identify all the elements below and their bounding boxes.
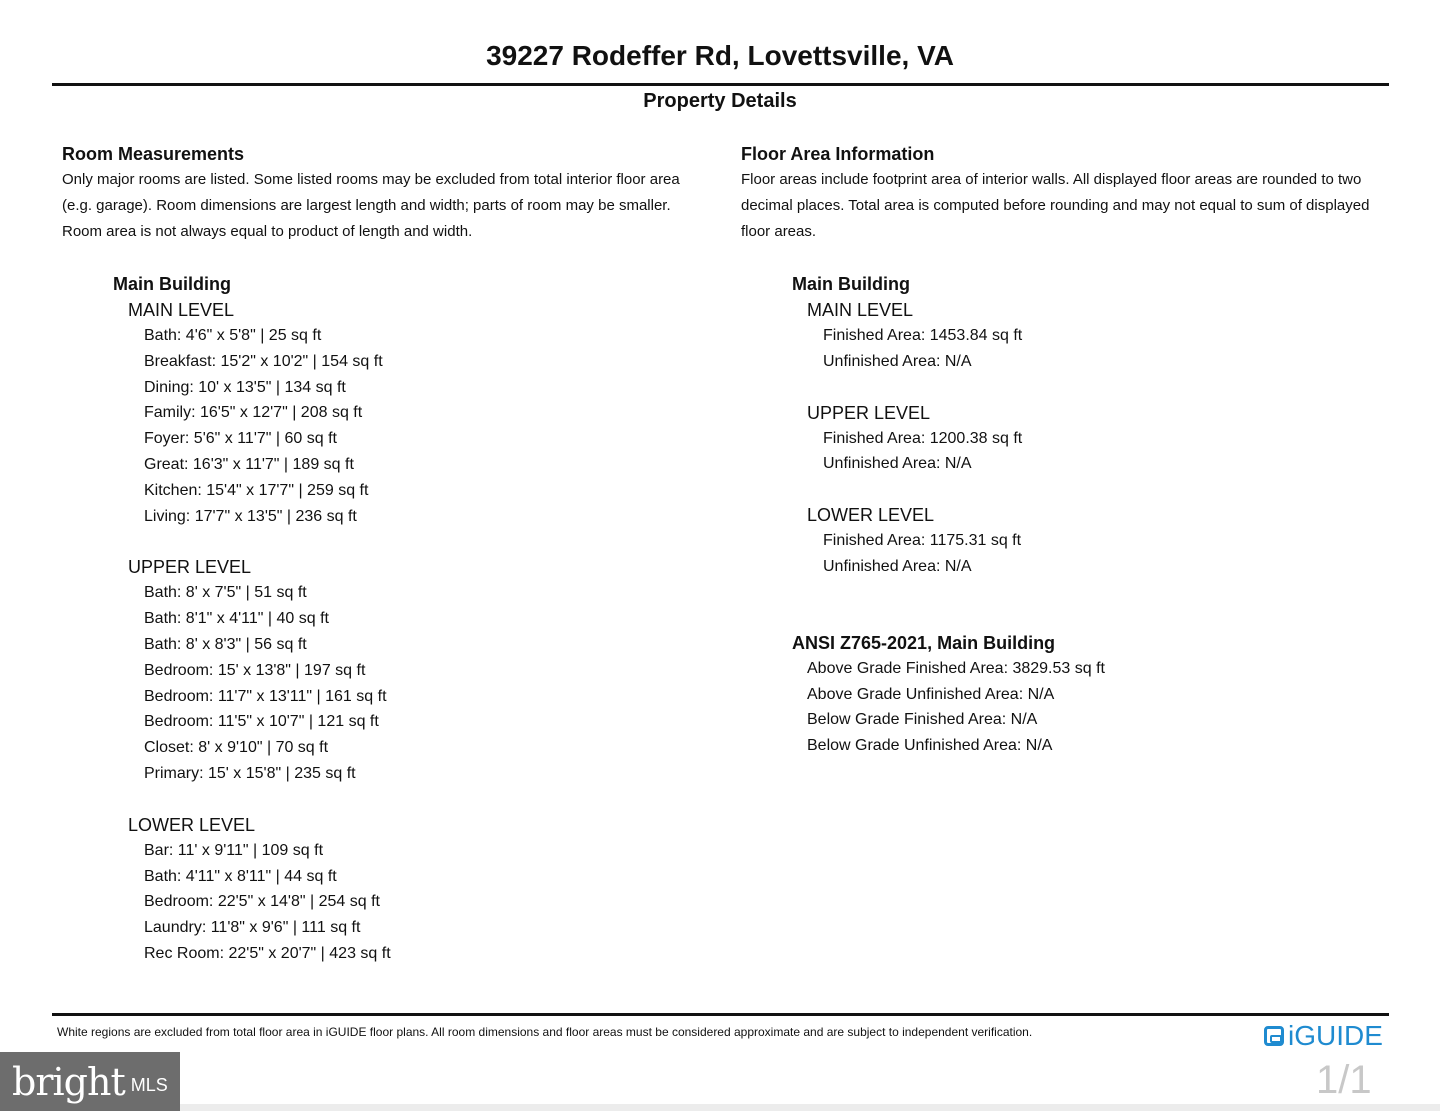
room-item: Bedroom: 11'7" x 13'11" | 161 sq ft: [144, 687, 387, 705]
page-number: 1/1: [1316, 1058, 1372, 1102]
footer-rule: [52, 1013, 1389, 1016]
room-measurements-description: Only major rooms are listed. Some listed rooms may be excluded from total interior floor area (e.g. garage). Room dimensions are largest length and width; parts of room may be smaller. Room area is not always equal to product of length and width.: [62, 171, 680, 240]
room-level-upper: UPPER LEVEL: [128, 557, 252, 578]
room-item: Bath: 4'6" x 5'8" | 25 sq ft: [144, 327, 322, 344]
iguide-logo-icon: [1264, 1026, 1284, 1046]
room-item: Laundry: 11'8" x 9'6" | 111 sq ft: [144, 919, 361, 937]
room-item: Family: 16'5" x 12'7" | 208 sq ft: [144, 404, 363, 422]
room-level-lower: LOWER LEVEL: [128, 814, 256, 835]
ansi-item: Below Grade Unfinished Area: N/A: [807, 737, 1053, 755]
room-item: Bath: 4'11" x 8'11" | 44 sq ft: [144, 867, 337, 885]
page-subtitle: Property Details: [643, 90, 797, 112]
header-rule: [52, 83, 1389, 86]
ansi-item: Below Grade Finished Area: N/A: [807, 711, 1038, 729]
room-item: Bedroom: 11'5" x 10'7" | 121 sq ft: [144, 713, 379, 731]
floor-level-main: MAIN LEVEL: [807, 300, 914, 320]
room-item: Bath: 8' x 7'5" | 51 sq ft: [144, 584, 307, 602]
finished-area: Finished Area: 1175.31 sq ft: [823, 532, 1022, 550]
room-item: Breakfast: 15'2" x 10'2" | 154 sq ft: [144, 352, 383, 370]
bright-badge-word: bright: [12, 1059, 125, 1104]
floor-building-label: Main Building: [792, 274, 910, 294]
unfinished-area: Unfinished Area: N/A: [823, 352, 972, 370]
page-title: 39227 Rodeffer Rd, Lovettsville, VA: [486, 40, 954, 71]
unfinished-area: Unfinished Area: N/A: [823, 557, 972, 575]
room-item: Living: 17'7" x 13'5" | 236 sq ft: [144, 507, 357, 525]
room-item: Foyer: 5'6" x 11'7" | 60 sq ft: [144, 430, 337, 448]
room-measurements-section: [62, 142, 712, 967]
floor-area-section: [741, 142, 1401, 759]
floor-area-heading: Floor Area Information: [741, 144, 935, 164]
finished-area: Finished Area: 1453.84 sq ft: [823, 327, 1023, 344]
room-item: Bath: 8' x 8'3" | 56 sq ft: [144, 635, 307, 653]
footer-disclaimer: White regions are excluded from total floor area in iGUIDE floor plans. All room dimensions and floor areas must be considered approximate and are subject to independent verification.: [57, 1025, 1033, 1039]
ansi-item: Above Grade Unfinished Area: N/A: [807, 685, 1055, 703]
iguide-logo-text: iGUIDE: [1288, 1020, 1383, 1051]
bright-badge-suffix: MLS: [130, 1075, 168, 1095]
iguide-logo: [1264, 1020, 1383, 1052]
floor-level-upper: UPPER LEVEL: [807, 402, 931, 423]
floor-level-lower: LOWER LEVEL: [807, 505, 935, 526]
ansi-heading: ANSI Z765-2021, Main Building: [792, 632, 1056, 653]
room-measurements-heading: Room Measurements: [62, 144, 245, 164]
room-level-main: MAIN LEVEL: [128, 300, 235, 320]
room-item: Great: 16'3" x 11'7" | 189 sq ft: [144, 455, 354, 473]
bright-mls-badge: [0, 1052, 180, 1111]
finished-area: Finished Area: 1200.38 sq ft: [823, 429, 1023, 447]
room-item: Kitchen: 15'4" x 17'7" | 259 sq ft: [144, 481, 369, 499]
floor-area-description: Floor areas include footprint area of interior walls. All displayed floor areas are rounded to two decimal places. Total area is computed before rounding and may not equal to sum of displayed floor areas.: [741, 171, 1370, 240]
room-item: Primary: 15' x 15'8" | 235 sq ft: [144, 764, 356, 782]
room-building-label: Main Building: [113, 274, 231, 294]
bottom-strip: [180, 1104, 1440, 1111]
room-item: Closet: 8' x 9'10" | 70 sq ft: [144, 739, 329, 757]
unfinished-area: Unfinished Area: N/A: [823, 455, 972, 473]
room-item: Bar: 11' x 9'11" | 109 sq ft: [144, 841, 324, 859]
room-item: Bedroom: 22'5" x 14'8" | 254 sq ft: [144, 893, 380, 911]
room-item: Rec Room: 22'5" x 20'7" | 423 sq ft: [144, 944, 391, 962]
ansi-item: Above Grade Finished Area: 3829.53 sq ft: [807, 659, 1105, 677]
room-item: Dining: 10' x 13'5" | 134 sq ft: [144, 378, 346, 396]
room-item: Bedroom: 15' x 13'8" | 197 sq ft: [144, 661, 366, 679]
room-item: Bath: 8'1" x 4'11" | 40 sq ft: [144, 610, 329, 628]
